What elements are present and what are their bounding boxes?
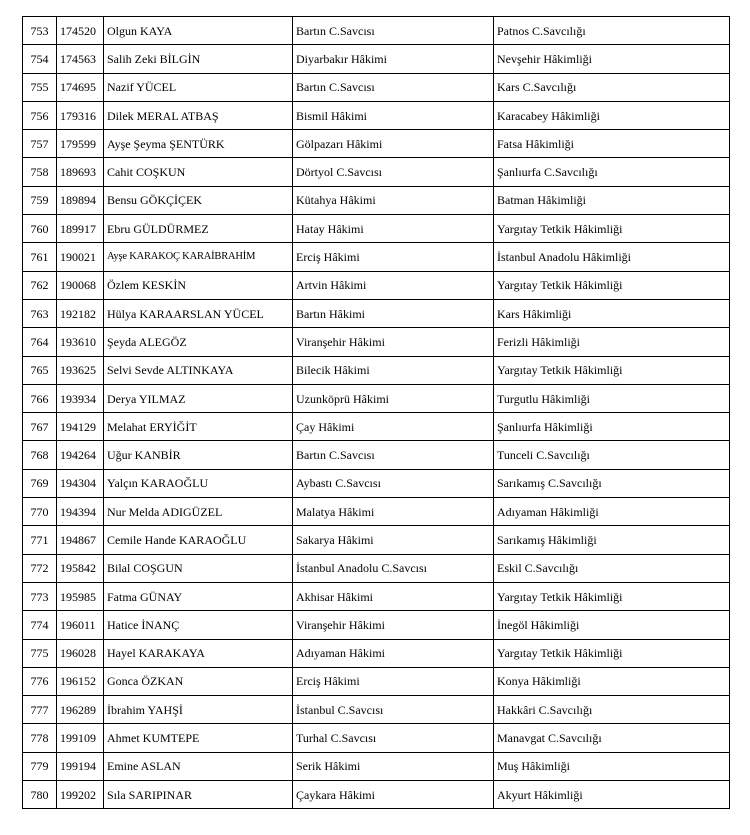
new-post-cell: Eskil C.Savcılığı: [494, 554, 730, 582]
table-row: [23, 45, 730, 73]
current-post-cell: Gölpazarı Hâkimi: [293, 130, 494, 158]
new-post-cell: Fatsa Hâkimliği: [494, 130, 730, 158]
table-row: [23, 73, 730, 101]
table-body: [23, 17, 730, 809]
row-number-cell: 764: [23, 328, 57, 356]
current-post-cell: Serik Hâkimi: [293, 752, 494, 780]
row-number-cell: 757: [23, 130, 57, 158]
current-post-cell: Sakarya Hâkimi: [293, 526, 494, 554]
full-name-cell: Cahit COŞKUN: [104, 158, 293, 186]
current-post-cell: Uzunköprü Hâkimi: [293, 384, 494, 412]
current-post-cell: Artvin Hâkimi: [293, 271, 494, 299]
row-number-cell: 766: [23, 384, 57, 412]
table-row: [23, 299, 730, 327]
registry-number-cell: 193934: [57, 384, 104, 412]
registry-number-cell: 174695: [57, 73, 104, 101]
table-row: [23, 441, 730, 469]
current-post-cell: Akhisar Hâkimi: [293, 582, 494, 610]
row-number-cell: 773: [23, 582, 57, 610]
new-post-cell: Yargıtay Tetkik Hâkimliği: [494, 215, 730, 243]
full-name-cell: Melahat ERYİĞİT: [104, 413, 293, 441]
registry-number-cell: 179599: [57, 130, 104, 158]
full-name-cell: Nur Melda ADIGÜZEL: [104, 498, 293, 526]
full-name-cell: Ebru GÜLDÜRMEZ: [104, 215, 293, 243]
registry-number-cell: 174520: [57, 17, 104, 45]
full-name-cell: Salih Zeki BİLGİN: [104, 45, 293, 73]
registry-number-cell: 189693: [57, 158, 104, 186]
new-post-cell: Muş Hâkimliği: [494, 752, 730, 780]
registry-number-cell: 196289: [57, 696, 104, 724]
new-post-cell: Kars C.Savcılığı: [494, 73, 730, 101]
current-post-cell: Hatay Hâkimi: [293, 215, 494, 243]
new-post-cell: Manavgat C.Savcılığı: [494, 724, 730, 752]
current-post-cell: İstanbul C.Savcısı: [293, 696, 494, 724]
table-row: [23, 158, 730, 186]
table-row: [23, 215, 730, 243]
registry-number-cell: 192182: [57, 299, 104, 327]
appointment-list-sheet: [22, 16, 729, 809]
new-post-cell: Tunceli C.Savcılığı: [494, 441, 730, 469]
table-row: [23, 243, 730, 271]
full-name-cell: Selvi Sevde ALTINKAYA: [104, 356, 293, 384]
row-number-cell: 777: [23, 696, 57, 724]
row-number-cell: 762: [23, 271, 57, 299]
table-row: [23, 271, 730, 299]
row-number-cell: 761: [23, 243, 57, 271]
row-number-cell: 754: [23, 45, 57, 73]
table-row: [23, 611, 730, 639]
registry-number-cell: 193610: [57, 328, 104, 356]
table-row: [23, 781, 730, 809]
registry-number-cell: 199202: [57, 781, 104, 809]
current-post-cell: Viranşehir Hâkimi: [293, 328, 494, 356]
registry-number-cell: 199109: [57, 724, 104, 752]
registry-number-cell: 190021: [57, 243, 104, 271]
current-post-cell: Bartın C.Savcısı: [293, 73, 494, 101]
full-name-cell: İbrahim YAHŞİ: [104, 696, 293, 724]
current-post-cell: Bartın Hâkimi: [293, 299, 494, 327]
current-post-cell: Diyarbakır Hâkimi: [293, 45, 494, 73]
registry-number-cell: 194264: [57, 441, 104, 469]
row-number-cell: 772: [23, 554, 57, 582]
new-post-cell: Hakkâri C.Savcılığı: [494, 696, 730, 724]
current-post-cell: Erciş Hâkimi: [293, 667, 494, 695]
table-row: [23, 724, 730, 752]
row-number-cell: 770: [23, 498, 57, 526]
table-row: [23, 186, 730, 214]
current-post-cell: Bartın C.Savcısı: [293, 441, 494, 469]
full-name-cell: Ahmet KUMTEPE: [104, 724, 293, 752]
current-post-cell: Kütahya Hâkimi: [293, 186, 494, 214]
row-number-cell: 776: [23, 667, 57, 695]
row-number-cell: 763: [23, 299, 57, 327]
table-row: [23, 554, 730, 582]
registry-number-cell: 174563: [57, 45, 104, 73]
registry-number-cell: 196011: [57, 611, 104, 639]
table-row: [23, 639, 730, 667]
full-name-cell: Dilek MERAL ATBAŞ: [104, 101, 293, 129]
new-post-cell: Karacabey Hâkimliği: [494, 101, 730, 129]
new-post-cell: Adıyaman Hâkimliği: [494, 498, 730, 526]
table-row: [23, 413, 730, 441]
table-row: [23, 356, 730, 384]
table-row: [23, 328, 730, 356]
row-number-cell: 775: [23, 639, 57, 667]
registry-number-cell: 195842: [57, 554, 104, 582]
full-name-cell: Ayşe Şeyma ŞENTÜRK: [104, 130, 293, 158]
full-name-cell: Fatma GÜNAY: [104, 582, 293, 610]
new-post-cell: İnegöl Hâkimliği: [494, 611, 730, 639]
registry-number-cell: 196152: [57, 667, 104, 695]
full-name-cell: Hülya KARAARSLAN YÜCEL: [104, 299, 293, 327]
registry-number-cell: 194394: [57, 498, 104, 526]
table-row: [23, 696, 730, 724]
current-post-cell: Bilecik Hâkimi: [293, 356, 494, 384]
current-post-cell: Erciş Hâkimi: [293, 243, 494, 271]
current-post-cell: Adıyaman Hâkimi: [293, 639, 494, 667]
full-name-cell: Şeyda ALEGÖZ: [104, 328, 293, 356]
current-post-cell: Dörtyol C.Savcısı: [293, 158, 494, 186]
full-name-cell: Uğur KANBİR: [104, 441, 293, 469]
full-name-cell: Yalçın KARAOĞLU: [104, 469, 293, 497]
full-name-cell: Cemile Hande KARAOĞLU: [104, 526, 293, 554]
current-post-cell: Turhal C.Savcısı: [293, 724, 494, 752]
table-row: [23, 498, 730, 526]
new-post-cell: Konya Hâkimliği: [494, 667, 730, 695]
registry-number-cell: 193625: [57, 356, 104, 384]
new-post-cell: Yargıtay Tetkik Hâkimliği: [494, 582, 730, 610]
new-post-cell: Nevşehir Hâkimliği: [494, 45, 730, 73]
row-number-cell: 753: [23, 17, 57, 45]
row-number-cell: 771: [23, 526, 57, 554]
new-post-cell: İstanbul Anadolu Hâkimliği: [494, 243, 730, 271]
row-number-cell: 778: [23, 724, 57, 752]
full-name-cell: Bensu GÖKÇİÇEK: [104, 186, 293, 214]
new-post-cell: Yargıtay Tetkik Hâkimliği: [494, 639, 730, 667]
row-number-cell: 769: [23, 469, 57, 497]
row-number-cell: 779: [23, 752, 57, 780]
row-number-cell: 760: [23, 215, 57, 243]
current-post-cell: Çaykara Hâkimi: [293, 781, 494, 809]
full-name-cell: Özlem KESKİN: [104, 271, 293, 299]
current-post-cell: Çay Hâkimi: [293, 413, 494, 441]
table-row: [23, 130, 730, 158]
full-name-cell: Gonca ÖZKAN: [104, 667, 293, 695]
table-row: [23, 582, 730, 610]
new-post-cell: Sarıkamış Hâkimliği: [494, 526, 730, 554]
table-row: [23, 384, 730, 412]
new-post-cell: Ferizli Hâkimliği: [494, 328, 730, 356]
full-name-cell: Bilal COŞGUN: [104, 554, 293, 582]
new-post-cell: Batman Hâkimliği: [494, 186, 730, 214]
registry-number-cell: 190068: [57, 271, 104, 299]
registry-number-cell: 199194: [57, 752, 104, 780]
registry-number-cell: 194867: [57, 526, 104, 554]
full-name-cell: Nazif YÜCEL: [104, 73, 293, 101]
table-row: [23, 752, 730, 780]
registry-number-cell: 194304: [57, 469, 104, 497]
table-row: [23, 469, 730, 497]
current-post-cell: Aybastı C.Savcısı: [293, 469, 494, 497]
full-name-cell: Hayel KARAKAYA: [104, 639, 293, 667]
registry-number-cell: 195985: [57, 582, 104, 610]
current-post-cell: İstanbul Anadolu C.Savcısı: [293, 554, 494, 582]
current-post-cell: Bartın C.Savcısı: [293, 17, 494, 45]
full-name-cell: Olgun KAYA: [104, 17, 293, 45]
current-post-cell: Bismil Hâkimi: [293, 101, 494, 129]
registry-number-cell: 179316: [57, 101, 104, 129]
new-post-cell: Şanlıurfa Hâkimliği: [494, 413, 730, 441]
appointment-table: [22, 16, 730, 809]
full-name-cell: Sıla SARIPINAR: [104, 781, 293, 809]
row-number-cell: 765: [23, 356, 57, 384]
row-number-cell: 780: [23, 781, 57, 809]
row-number-cell: 768: [23, 441, 57, 469]
current-post-cell: Viranşehir Hâkimi: [293, 611, 494, 639]
new-post-cell: Yargıtay Tetkik Hâkimliği: [494, 271, 730, 299]
table-row: [23, 17, 730, 45]
registry-number-cell: 189894: [57, 186, 104, 214]
new-post-cell: Kars Hâkimliği: [494, 299, 730, 327]
row-number-cell: 774: [23, 611, 57, 639]
registry-number-cell: 196028: [57, 639, 104, 667]
row-number-cell: 758: [23, 158, 57, 186]
table-row: [23, 526, 730, 554]
table-row: [23, 101, 730, 129]
table-row: [23, 667, 730, 695]
full-name-cell: Derya YILMAZ: [104, 384, 293, 412]
new-post-cell: Akyurt Hâkimliği: [494, 781, 730, 809]
full-name-cell: Hatice İNANÇ: [104, 611, 293, 639]
registry-number-cell: 194129: [57, 413, 104, 441]
row-number-cell: 755: [23, 73, 57, 101]
full-name-cell: Emine ASLAN: [104, 752, 293, 780]
registry-number-cell: 189917: [57, 215, 104, 243]
row-number-cell: 756: [23, 101, 57, 129]
row-number-cell: 759: [23, 186, 57, 214]
full-name-cell: Ayşe KARAKOÇ KARAİBRAHİM: [104, 243, 293, 271]
new-post-cell: Yargıtay Tetkik Hâkimliği: [494, 356, 730, 384]
new-post-cell: Şanlıurfa C.Savcılığı: [494, 158, 730, 186]
new-post-cell: Sarıkamış C.Savcılığı: [494, 469, 730, 497]
row-number-cell: 767: [23, 413, 57, 441]
new-post-cell: Patnos C.Savcılığı: [494, 17, 730, 45]
new-post-cell: Turgutlu Hâkimliği: [494, 384, 730, 412]
current-post-cell: Malatya Hâkimi: [293, 498, 494, 526]
